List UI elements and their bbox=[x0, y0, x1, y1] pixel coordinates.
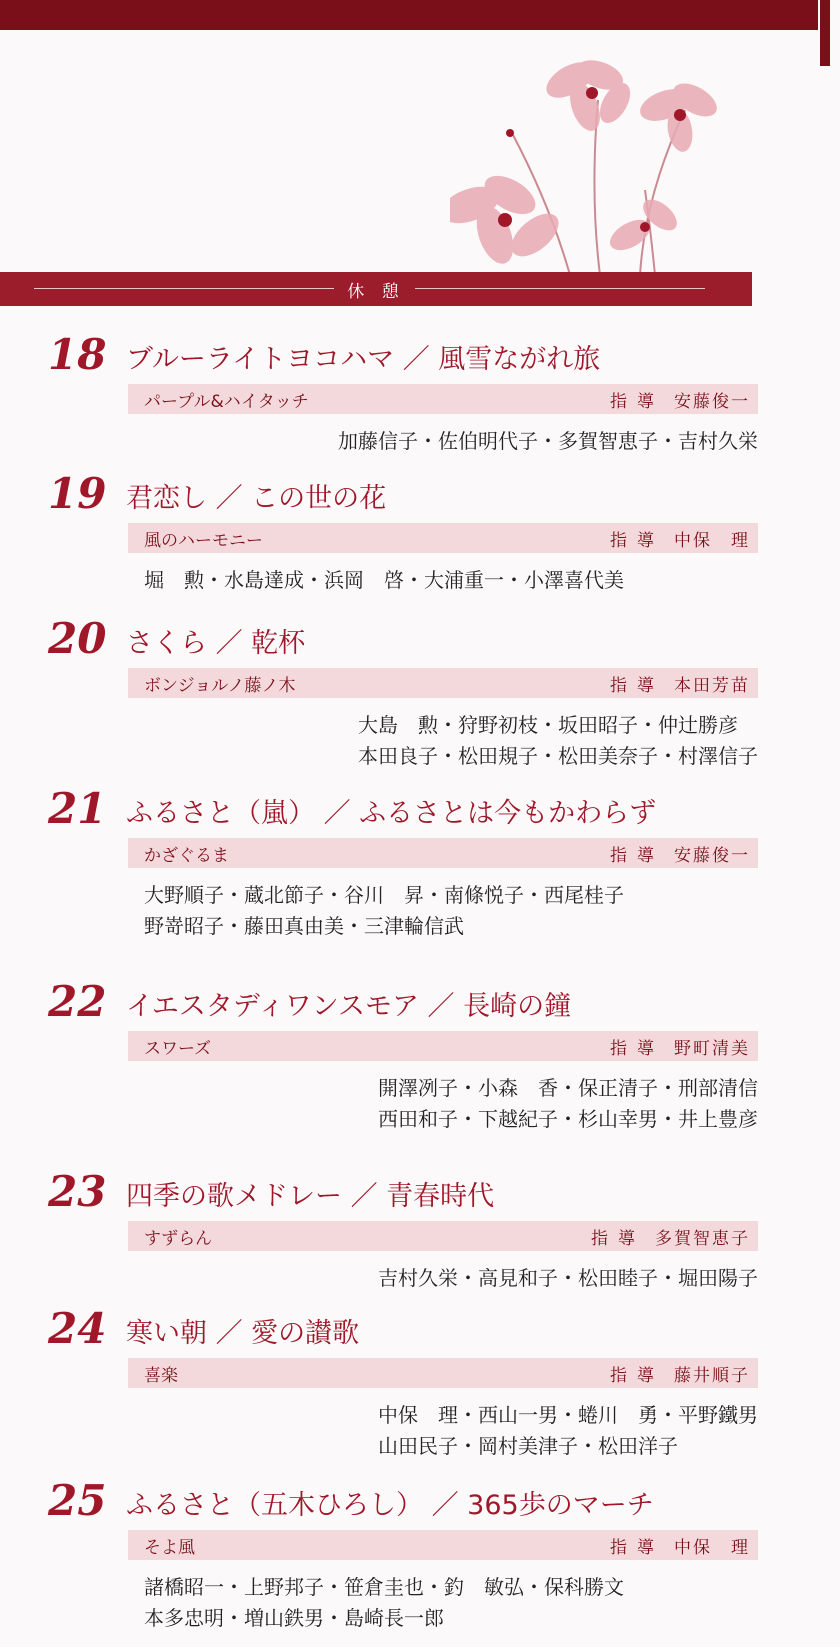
director-info bbox=[610, 841, 750, 866]
entry-number: 19 bbox=[48, 469, 107, 518]
director-name: 安藤俊一 bbox=[674, 391, 750, 412]
member-list bbox=[144, 565, 624, 596]
entry-header bbox=[48, 1163, 495, 1216]
entry-header bbox=[48, 1300, 360, 1353]
group-bar bbox=[128, 1530, 758, 1560]
member-list bbox=[378, 1400, 758, 1462]
director-info bbox=[610, 1533, 750, 1558]
director-info bbox=[610, 387, 750, 412]
group-bar bbox=[128, 1358, 758, 1388]
entry-number: 25 bbox=[48, 1476, 107, 1525]
top-banner bbox=[0, 0, 818, 30]
director-label: 指導 bbox=[610, 675, 664, 696]
entry-header bbox=[48, 1472, 654, 1525]
member-line: 中保 理・西山一男・蜷川 勇・平野鐵男 bbox=[378, 1403, 758, 1427]
director-name: 多賀智恵子 bbox=[655, 1228, 750, 1249]
entry-title: 君恋し ／ この世の花 bbox=[126, 483, 387, 514]
edge-strip bbox=[820, 0, 830, 66]
entry-title: さくら ／ 乾杯 bbox=[126, 628, 306, 659]
entry-number: 24 bbox=[48, 1304, 107, 1353]
group-name: スワーズ bbox=[144, 1038, 212, 1059]
member-line: 本多忠明・増山鉄男・島崎長一郎 bbox=[144, 1606, 444, 1630]
entry-title: ブルーライトヨコハマ ／ 風雪ながれ旅 bbox=[126, 344, 601, 375]
member-line: 加藤信子・佐伯明代子・多賀智恵子・吉村久栄 bbox=[338, 429, 758, 453]
group-bar bbox=[128, 1031, 758, 1061]
member-line: 吉村久栄・高見和子・松田睦子・堀田陽子 bbox=[378, 1266, 758, 1290]
member-list bbox=[144, 1572, 624, 1634]
director-label: 指導 bbox=[610, 1537, 664, 1558]
group-name: ボンジョルノ藤ノ木 bbox=[144, 675, 296, 696]
group-name: そよ風 bbox=[144, 1537, 195, 1558]
director-info bbox=[610, 1361, 750, 1386]
group-name: 喜楽 bbox=[144, 1365, 178, 1386]
director-info bbox=[610, 671, 750, 696]
entry-header bbox=[48, 465, 387, 518]
group-name: すずらん bbox=[144, 1228, 213, 1249]
director-label: 指導 bbox=[610, 391, 664, 412]
director-name: 中保 理 bbox=[674, 530, 750, 551]
entry-title: 四季の歌メドレー ／ 青春時代 bbox=[126, 1181, 495, 1212]
group-name: かざぐるま bbox=[144, 845, 229, 866]
entry-title: 寒い朝 ／ 愛の讃歌 bbox=[126, 1318, 360, 1349]
entry-header bbox=[48, 610, 306, 663]
entry-header bbox=[48, 973, 572, 1026]
director-name: 安藤俊一 bbox=[674, 845, 750, 866]
entry-number: 21 bbox=[48, 784, 107, 833]
director-name: 本田芳苗 bbox=[674, 675, 750, 696]
entry-number: 20 bbox=[48, 614, 107, 663]
group-bar bbox=[128, 384, 758, 414]
member-list bbox=[378, 1073, 758, 1135]
banner-rule-left bbox=[34, 288, 334, 289]
member-line: 大野順子・蔵北節子・谷川 昇・南條悦子・西尾桂子 bbox=[144, 883, 624, 907]
group-bar bbox=[128, 1221, 758, 1251]
member-line: 山田民子・岡村美津子・松田洋子 bbox=[378, 1434, 678, 1458]
intermission-label: 休 憩 bbox=[347, 281, 405, 302]
director-label: 指導 bbox=[610, 530, 664, 551]
member-list bbox=[358, 710, 758, 772]
director-label: 指導 bbox=[591, 1228, 645, 1249]
entry-number: 18 bbox=[48, 330, 107, 379]
entry-title: ふるさと（五木ひろし） ／ 365歩のマーチ bbox=[126, 1490, 654, 1521]
entry-number: 23 bbox=[48, 1167, 107, 1216]
director-info bbox=[610, 1034, 750, 1059]
director-label: 指導 bbox=[610, 845, 664, 866]
member-line: 大島 勲・狩野初枝・坂田昭子・仲辻勝彦 bbox=[358, 713, 738, 737]
entry-title: イエスタディワンスモア ／ 長崎の鐘 bbox=[126, 991, 572, 1022]
group-bar bbox=[128, 668, 758, 698]
director-info bbox=[610, 526, 750, 551]
intermission-banner bbox=[0, 272, 752, 306]
group-bar bbox=[128, 523, 758, 553]
director-label: 指導 bbox=[610, 1038, 664, 1059]
group-name: パープル&ハイタッチ bbox=[144, 391, 309, 412]
director-name: 中保 理 bbox=[674, 1537, 750, 1558]
member-line: 堀 勲・水島達成・浜岡 啓・大浦重一・小澤喜代美 bbox=[144, 568, 624, 592]
member-line: 本田良子・松田規子・松田美奈子・村澤信子 bbox=[358, 744, 758, 768]
director-label: 指導 bbox=[610, 1365, 664, 1386]
member-list bbox=[338, 426, 758, 457]
director-info bbox=[591, 1224, 750, 1249]
entry-title: ふるさと（嵐） ／ ふるさとは今もかわらず bbox=[126, 798, 657, 829]
member-list bbox=[144, 880, 624, 942]
entry-number: 22 bbox=[48, 977, 107, 1026]
entry-header bbox=[48, 326, 601, 379]
member-line: 野嵜昭子・藤田真由美・三津輪信武 bbox=[144, 914, 464, 938]
group-name: 風のハーモニー bbox=[144, 530, 263, 551]
member-line: 諸橋昭一・上野邦子・笹倉圭也・釣 敏弘・保科勝文 bbox=[144, 1575, 624, 1599]
director-name: 藤井順子 bbox=[674, 1365, 750, 1386]
cosmos-flower-illustration bbox=[450, 45, 750, 275]
group-bar bbox=[128, 838, 758, 868]
member-list bbox=[378, 1263, 758, 1294]
member-line: 西田和子・下越紀子・杉山幸男・井上豊彦 bbox=[378, 1107, 758, 1131]
director-name: 野町清美 bbox=[674, 1038, 750, 1059]
entry-header bbox=[48, 780, 657, 833]
banner-rule-right bbox=[415, 288, 705, 289]
member-line: 開澤冽子・小森 香・保正清子・刑部清信 bbox=[378, 1076, 758, 1100]
